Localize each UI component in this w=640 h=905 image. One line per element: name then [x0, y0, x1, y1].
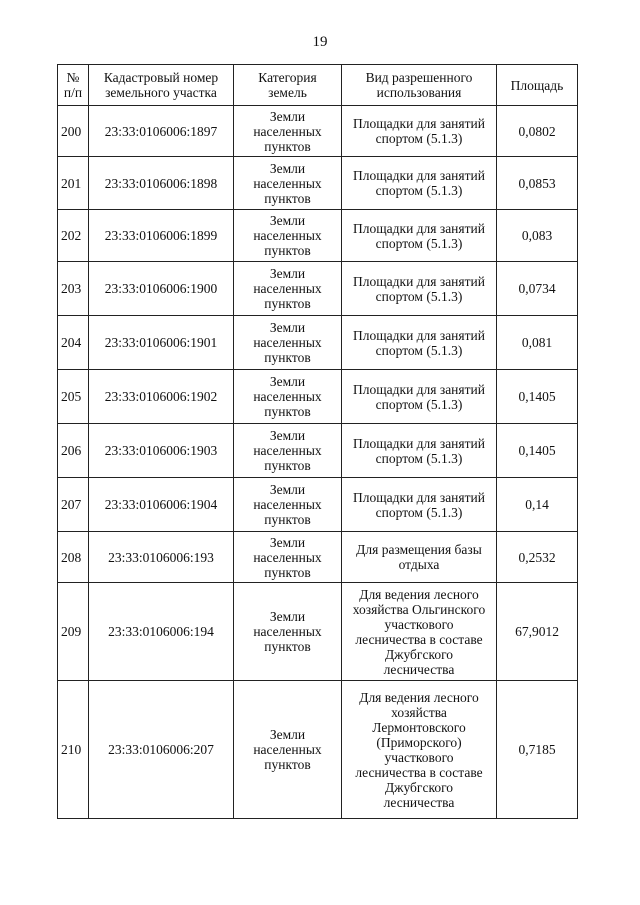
cell-area: 67,9012 — [497, 583, 578, 681]
cell-cadastral-number: 23:33:0106006:193 — [89, 532, 234, 583]
cell-number: 200 — [58, 106, 89, 157]
cell-area: 0,2532 — [497, 532, 578, 583]
cell-land-category: Земли населенных пунктов — [234, 262, 342, 316]
table-row — [58, 681, 578, 819]
cell-permitted-use: Площадки для занятий спортом (5.1.3) — [342, 106, 497, 157]
table-row — [58, 583, 578, 681]
cell-cadastral-number: 23:33:0106006:194 — [89, 583, 234, 681]
cell-cadastral-number: 23:33:0106006:207 — [89, 681, 234, 819]
table-row — [58, 106, 578, 157]
table-row — [58, 210, 578, 262]
cell-land-category: Земли населенных пунктов — [234, 210, 342, 262]
cell-cadastral-number: 23:33:0106006:1897 — [89, 106, 234, 157]
header-area: Площадь — [497, 65, 578, 106]
cell-area: 0,1405 — [497, 424, 578, 478]
table-row — [58, 370, 578, 424]
page-number: 19 — [312, 34, 328, 50]
cell-permitted-use: Для размещения базы отдыха — [342, 532, 497, 583]
cell-cadastral-number: 23:33:0106006:1903 — [89, 424, 234, 478]
cell-permitted-use: Для ведения лесного хозяйства Лермонтовского (Приморского) участкового лесничества в составе Джубгского лесничества — [342, 681, 497, 819]
table-header-row — [58, 65, 578, 106]
cell-number: 203 — [58, 262, 89, 316]
cell-cadastral-number: 23:33:0106006:1902 — [89, 370, 234, 424]
header-permitted-use: Вид разрешенного использования — [342, 65, 497, 106]
cell-permitted-use: Для ведения лесного хозяйства Ольгинского участкового лесничества в составе Джубгского лесничества — [342, 583, 497, 681]
cell-number: 202 — [58, 210, 89, 262]
cell-area: 0,0802 — [497, 106, 578, 157]
cell-area: 0,1405 — [497, 370, 578, 424]
cell-permitted-use: Площадки для занятий спортом (5.1.3) — [342, 157, 497, 210]
cell-land-category: Земли населенных пунктов — [234, 478, 342, 532]
cell-permitted-use: Площадки для занятий спортом (5.1.3) — [342, 210, 497, 262]
cell-number: 208 — [58, 532, 89, 583]
cell-land-category: Земли населенных пунктов — [234, 532, 342, 583]
cell-area: 0,083 — [497, 210, 578, 262]
cell-cadastral-number: 23:33:0106006:1900 — [89, 262, 234, 316]
cell-cadastral-number: 23:33:0106006:1898 — [89, 157, 234, 210]
cell-cadastral-number: 23:33:0106006:1901 — [89, 316, 234, 370]
cell-number: 209 — [58, 583, 89, 681]
cell-permitted-use: Площадки для занятий спортом (5.1.3) — [342, 478, 497, 532]
cell-permitted-use: Площадки для занятий спортом (5.1.3) — [342, 262, 497, 316]
cell-number: 207 — [58, 478, 89, 532]
cell-number: 210 — [58, 681, 89, 819]
cell-area: 0,7185 — [497, 681, 578, 819]
cell-number: 201 — [58, 157, 89, 210]
cell-land-category: Земли населенных пунктов — [234, 106, 342, 157]
cell-number: 205 — [58, 370, 89, 424]
header-land-category: Категория земель — [234, 65, 342, 106]
header-cadastral-number: Кадастровый номер земельного участка — [89, 65, 234, 106]
cell-land-category: Земли населенных пунктов — [234, 681, 342, 819]
table-row — [58, 532, 578, 583]
table-row — [58, 478, 578, 532]
cell-area: 0,0853 — [497, 157, 578, 210]
cell-land-category: Земли населенных пунктов — [234, 370, 342, 424]
cell-permitted-use: Площадки для занятий спортом (5.1.3) — [342, 370, 497, 424]
table-row — [58, 157, 578, 210]
table-row — [58, 424, 578, 478]
table-row — [58, 262, 578, 316]
cell-cadastral-number: 23:33:0106006:1904 — [89, 478, 234, 532]
header-number: № п/п — [58, 65, 89, 106]
cell-number: 206 — [58, 424, 89, 478]
cell-area: 0,0734 — [497, 262, 578, 316]
cell-cadastral-number: 23:33:0106006:1899 — [89, 210, 234, 262]
cell-area: 0,081 — [497, 316, 578, 370]
cell-land-category: Земли населенных пунктов — [234, 157, 342, 210]
cell-area: 0,14 — [497, 478, 578, 532]
cell-number: 204 — [58, 316, 89, 370]
cell-land-category: Земли населенных пунктов — [234, 583, 342, 681]
land-plots-table — [57, 64, 578, 819]
table-row — [58, 316, 578, 370]
cell-permitted-use: Площадки для занятий спортом (5.1.3) — [342, 424, 497, 478]
cell-permitted-use: Площадки для занятий спортом (5.1.3) — [342, 316, 497, 370]
cell-land-category: Земли населенных пунктов — [234, 424, 342, 478]
cell-land-category: Земли населенных пунктов — [234, 316, 342, 370]
